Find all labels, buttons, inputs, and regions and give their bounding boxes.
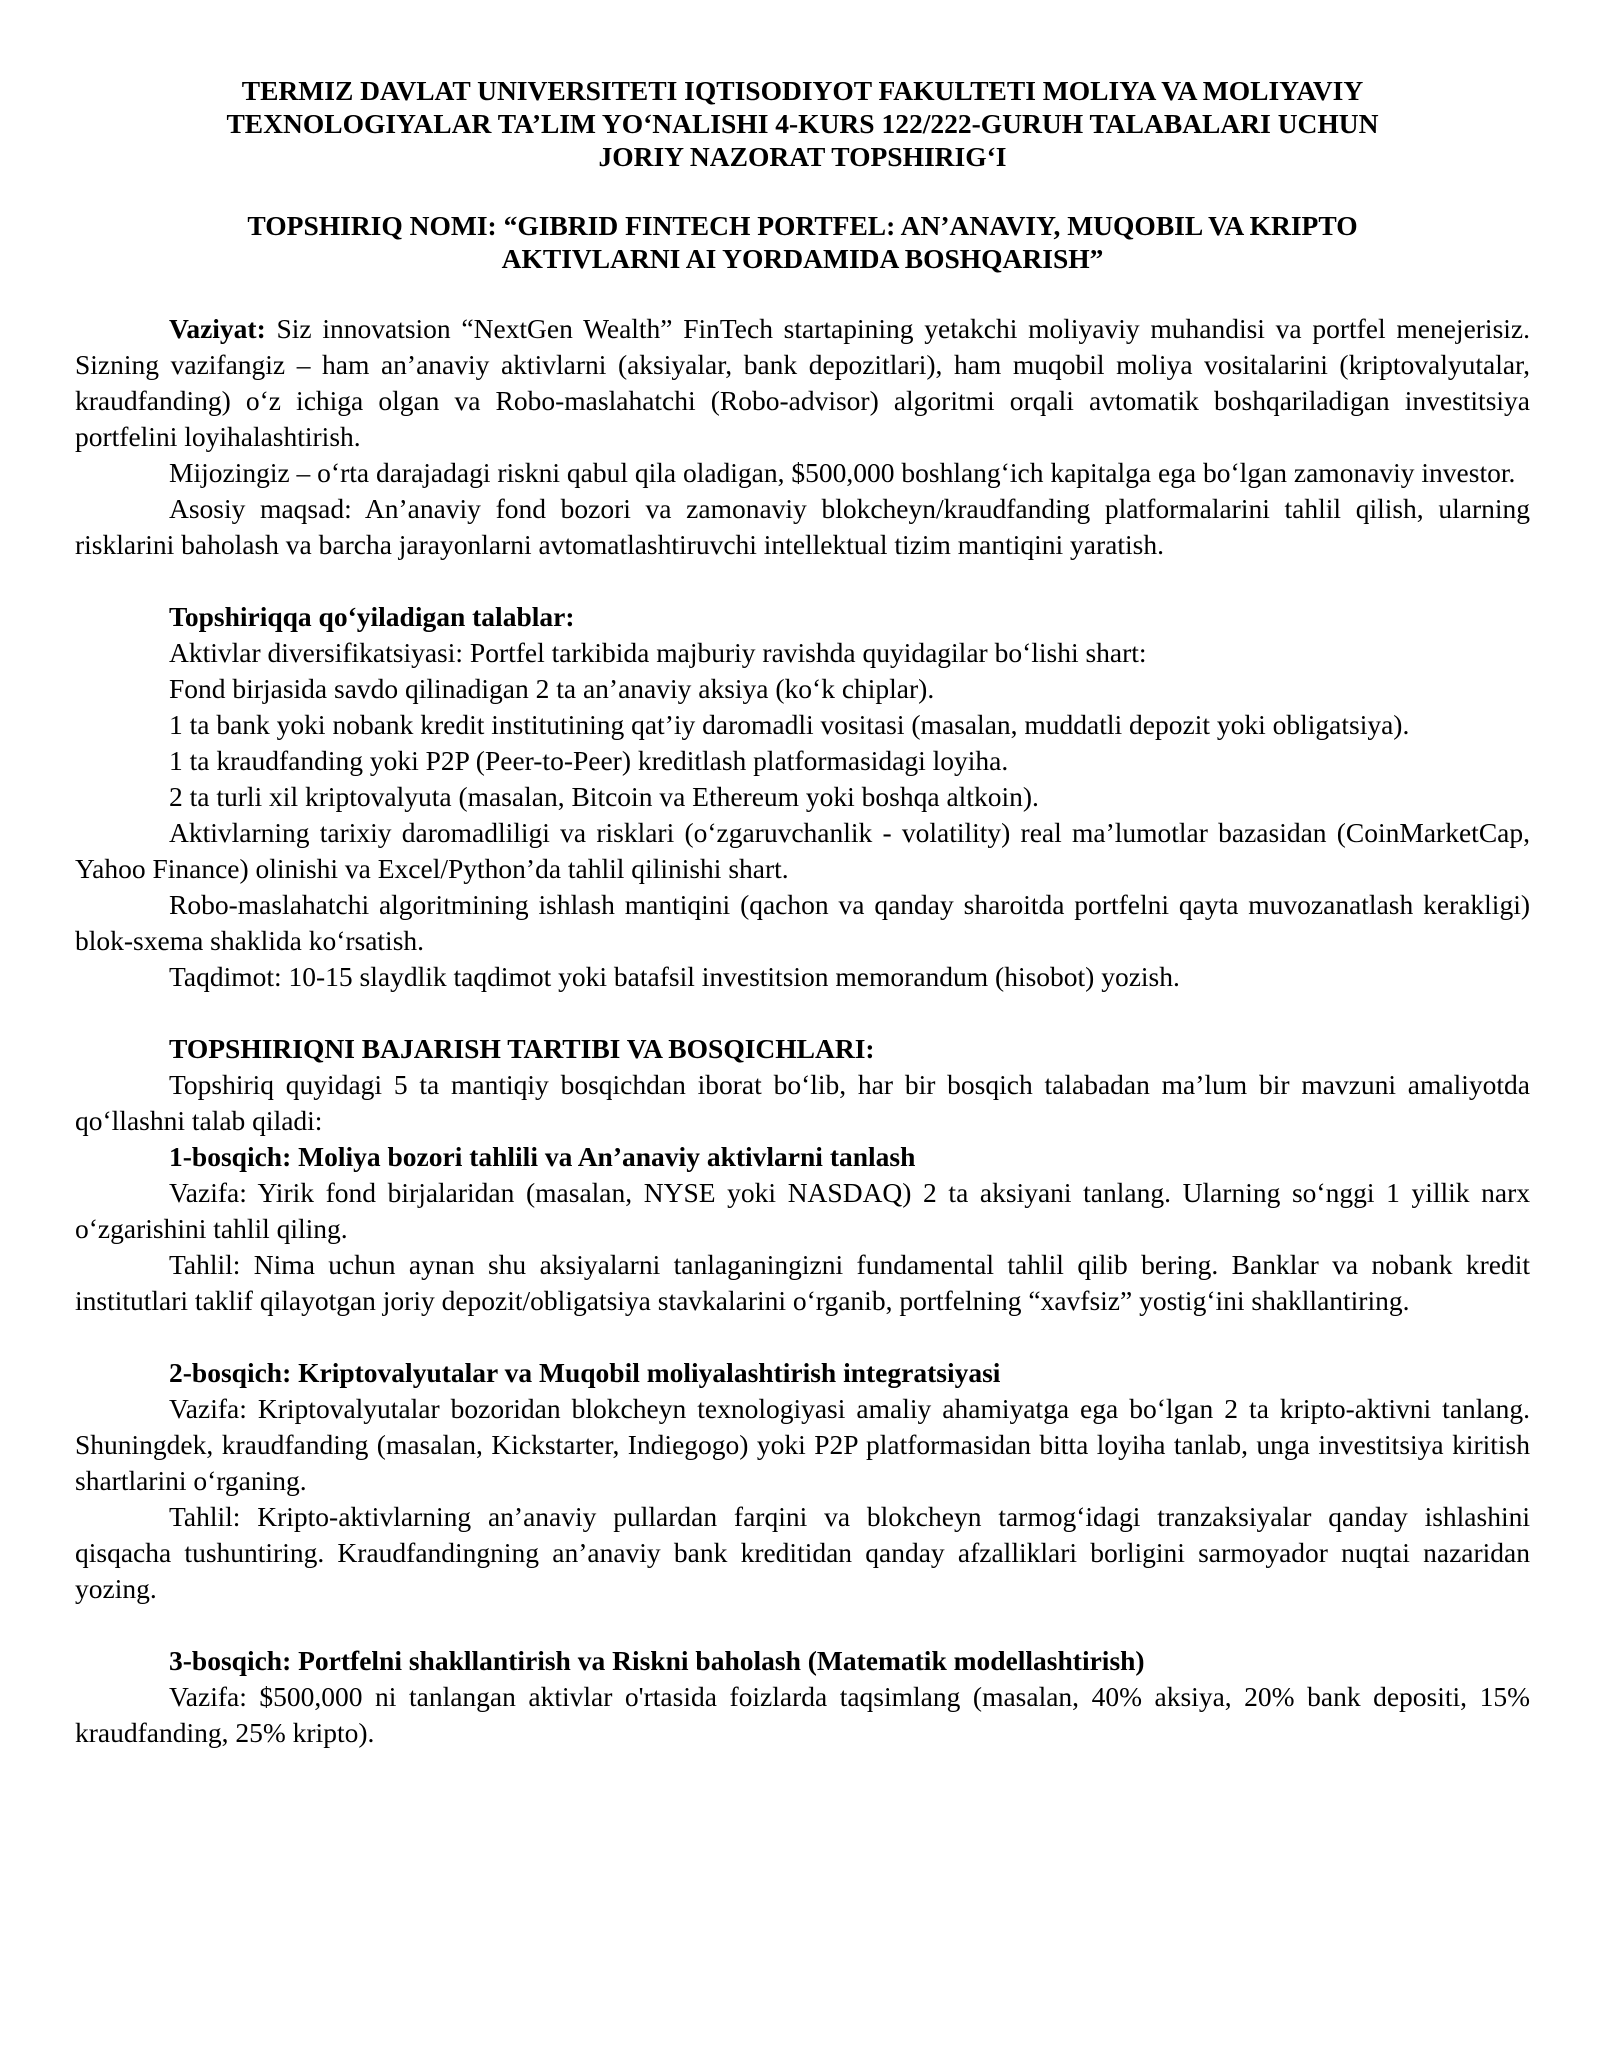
procedure-intro: Topshiriq quyidagi 5 ta mantiqiy bosqichdan iborat bo‘lib, har bir bosqich talabadan ma’lum bir mavzuni amaliyotda qo‘llashni talab qiladi: [75,1069,1530,1136]
stage-1-task: Vazifa: Yirik fond birjalaridan (masalan, NYSE yoki NASDAQ) 2 ta aksiyani tanlang. Ularning so‘nggi 1 yillik narx o‘zgarishini tahlil qiling. [75,1177,1530,1244]
stage-2-task: Vazifa: Kriptovalyutalar bozoridan blokcheyn texnologiyasi amaliy ahamiyatga ega bo‘lgan 2 ta kripto-aktivni tanlang. Shuningdek, kraudfanding (masalan, Kickstarter, Indiegogo) yoki P2P platformasidan bitta loyiha tanlab, unga investitsiya kiritish shartlarini o‘rganing. [75,1393,1530,1496]
requirement-item: Taqdimot: 10-15 slaydlik taqdimot yoki batafsil investitsion memorandum (hisobot) yozish. [169,961,1180,992]
header-line-3: JORIY NAZORAT TOPSHIRIG‘I [598,141,1007,172]
client-paragraph: Mijozingiz – o‘rta darajadagi riskni qabul qila oladigan, $500,000 boshlang‘ich kapitalga ega bo‘lgan zamonaviy investor. [169,457,1516,488]
situation-label: Vaziyat: [169,313,266,344]
stage-3-task: Vazifa: $500,000 ni tanlangan aktivlar o'rtasida foizlarda taqsimlang (masalan, 40% aksiya, 20% bank depositi, 15% kraudfanding, 25% kripto). [75,1681,1530,1748]
header-line-1: TERMIZ DAVLAT UNIVERSITETI IQTISODIYOT FAKULTETI MOLIYA VA MOLIYAVIY [241,75,1364,106]
requirement-item: Aktivlar diversifikatsiyasi: Portfel tarkibida majburiy ravishda quyidagilar bo‘lishi shart: [169,637,1147,668]
stage-2-analysis: Tahlil: Kripto-aktivlarning an’anaviy pullardan farqini va blokcheyn tarmog‘idagi tranzaksiyalar qanday ishlashini qisqacha tushuntiring. Kraudfandingning an’anaviy bank kreditidan qanday afzalliklari borligini sarmoyador nuqtai nazaridan yozing. [75,1501,1530,1604]
task-title-line-1: TOPSHIRIQ NOMI: “GIBRID FINTECH PORTFEL: AN’ANAVIY, MUQOBIL VA KRIPTO [247,210,1358,241]
situation-text: Siz innovatsion “NextGen Wealth” FinTech startapining yetakchi moliyaviy muhandisi va portfel menejerisiz. Sizning vazifangiz – ham an’anaviy aktivlarni (aksiyalar, bank depozitlari), ham muqobil moliya vositalarini (kriptovalyutalar, kraudfanding) o‘z ichiga olgan va Robo-maslahatchi (Robo-advisor) algoritmi orqali avtomatik boshqariladigan investitsiya portfelini loyihalashtirish. [75,313,1530,452]
stage-3-heading: 3-bosqich: Portfelni shakllantirish va Riskni baholash (Matematik modellashtirish) [169,1645,1145,1676]
requirement-item: Fond birjasida savdo qilinadigan 2 ta an’anaviy aksiya (ko‘k chiplar). [169,673,935,704]
requirement-item: Aktivlarning tarixiy daromadliligi va risklari (o‘zgaruvchanlik - volatility) real ma’lumotlar bazasidan (CoinMarketCap, Yahoo Finance) olinishi va Excel/Python’da tahlil qilinishi shart. [75,817,1530,884]
document-page [75,74,1530,1751]
requirement-item: 1 ta kraudfanding yoki P2P (Peer-to-Peer) kreditlash platformasidagi loyiha. [169,745,1009,776]
requirements-heading: Topshiriqqa qo‘yiladigan talablar: [169,601,575,632]
document-header [75,74,1530,173]
requirement-item: Robo-maslahatchi algoritmining ishlash mantiqini (qachon va qanday sharoitda portfelni qayta muvozanatlash kerakligi) blok-sxema shaklida ko‘rsatish. [75,889,1530,956]
situation-paragraph [75,311,1530,455]
stage-2-heading: 2-bosqich: Kriptovalyutalar va Muqobil moliyalashtirish integratsiyasi [169,1357,1001,1388]
header-line-2: TEXNOLOGIYALAR TA’LIM YO‘NALISHI 4-KURS 122/222-GURUH TALABALARI UCHUN [226,108,1379,139]
goal-paragraph: Asosiy maqsad: An’anaviy fond bozori va zamonaviy blokcheyn/kraudfanding platformalarini tahlil qilish, ularning risklarini baholash va barcha jarayonlarni avtomatlashtiruvchi intellektual tizim mantiqini yaratish. [75,493,1530,560]
requirement-item: 1 ta bank yoki nobank kredit institutining qat’iy daromadli vositasi (masalan, muddatli depozit yoki obligatsiya). [169,709,1410,740]
task-title [75,209,1530,275]
stage-1-heading: 1-bosqich: Moliya bozori tahlili va An’anaviy aktivlarni tanlash [169,1141,916,1172]
task-title-line-2: AKTIVLARNI AI YORDAMIDA BOSHQARISH” [501,243,1104,274]
procedure-heading: TOPSHIRIQNI BAJARISH TARTIBI VA BOSQICHLARI: [169,1033,875,1064]
requirement-item: 2 ta turli xil kriptovalyuta (masalan, Bitcoin va Ethereum yoki boshqa altkoin). [169,781,1039,812]
stage-1-analysis: Tahlil: Nima uchun aynan shu aksiyalarni tanlaganingizni fundamental tahlil qilib bering. Banklar va nobank kredit institutlari taklif qilayotgan joriy depozit/obligatsiya stavkalarini o‘rganib, portfelning “xavfsiz” yostig‘ini shakllantiring. [75,1249,1530,1316]
